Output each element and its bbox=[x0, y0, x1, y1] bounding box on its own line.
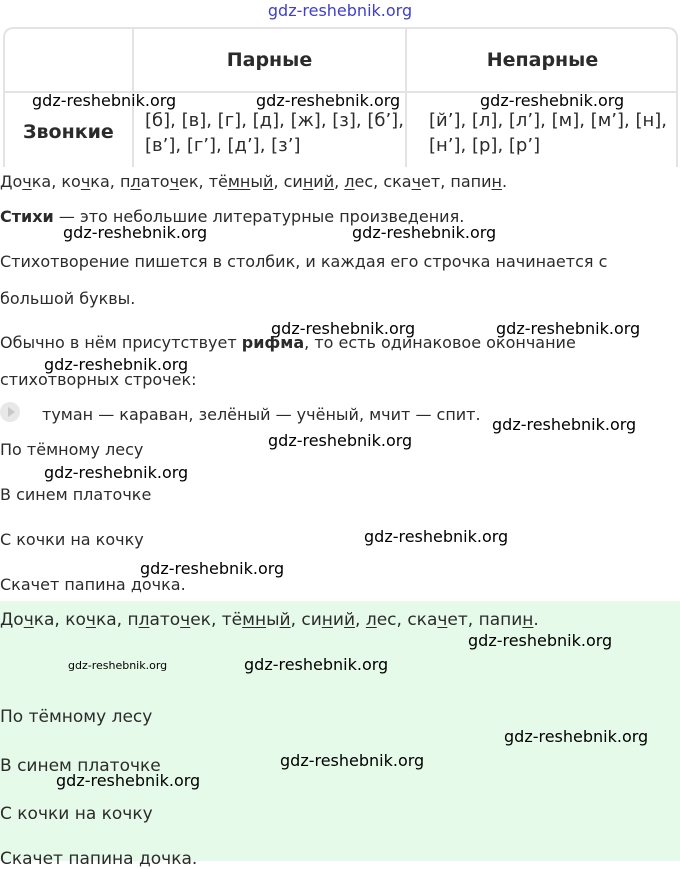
watermark-text: gdz-reshebnik.org bbox=[63, 223, 208, 242]
rhyme-examples: туман — караван, зелёный — учёный, мчит — спит. bbox=[42, 405, 481, 424]
watermark-text: gdz-reshebnik.org bbox=[496, 319, 641, 338]
watermark-text: gdz-reshebnik.org bbox=[56, 771, 201, 790]
column-rule-line1: Стихотворение пишется в столбик, и каждая его строчка начинается с bbox=[0, 252, 608, 271]
unpaired-sounds-line1: [й’], [л], [л’], [м], [м’], [н], bbox=[429, 110, 668, 131]
play-icon[interactable] bbox=[0, 402, 20, 422]
watermark-text: gdz-reshebnik.org bbox=[44, 355, 189, 374]
answer-poem-line: Скачет папина дочка. bbox=[0, 849, 198, 869]
rhyme-before: Обычно в нём присутствует bbox=[0, 333, 242, 352]
watermark-text: gdz-reshebnik.org bbox=[504, 727, 649, 746]
rhyme-term: рифма bbox=[241, 333, 305, 352]
column-rule-line2: большой буквы. bbox=[0, 289, 136, 308]
watermark-text: gdz-reshebnik.org bbox=[32, 91, 177, 110]
row-header-voiced: Звонкие bbox=[23, 121, 114, 143]
words-line: Дочка, кочка, платочек, тёмный, синий, лес, скачет, папин. bbox=[0, 172, 508, 191]
watermark-text: gdz-reshebnik.org bbox=[268, 431, 413, 450]
watermark-text: gdz-reshebnik.org bbox=[256, 91, 401, 110]
watermark-text: gdz-reshebnik.org bbox=[364, 527, 509, 546]
column-header-paired: Парные bbox=[226, 49, 313, 71]
rhyme-after: , то есть одинаковое окончание bbox=[304, 333, 576, 352]
watermark-text: gdz-reshebnik.org bbox=[280, 751, 425, 770]
watermark-text: gdz-reshebnik.org bbox=[68, 659, 168, 672]
watermark-text: gdz-reshebnik.org bbox=[352, 223, 497, 242]
watermark-text: gdz-reshebnik.org bbox=[44, 463, 189, 482]
answer-words-line: Дочка, кочка, платочек, тёмный, синий, лес, скачет, папин. bbox=[0, 610, 539, 630]
poems-def: — это небольшие литературные произведения. bbox=[53, 207, 465, 226]
poem-line: Скачет папина дочка. bbox=[0, 575, 186, 594]
poem-line: По тёмному лесу bbox=[0, 440, 144, 459]
answer-poem-line: По тёмному лесу bbox=[0, 707, 153, 727]
poem-line: С кочки на кочку bbox=[0, 530, 144, 549]
poems-term: Стихи bbox=[0, 207, 54, 226]
answer-poem-line: С кочки на кочку bbox=[0, 804, 153, 824]
watermark-text: gdz-reshebnik.org bbox=[140, 559, 285, 578]
watermark-text: gdz-reshebnik.org bbox=[468, 631, 613, 650]
rhyme-line1 bbox=[0, 333, 576, 352]
unpaired-sounds-line2: [н’], [р], [р’] bbox=[429, 135, 541, 156]
paired-sounds-line2: [в’], [г’], [д’], [з’] bbox=[145, 135, 301, 156]
answer-poem-line: В синем платочке bbox=[0, 756, 161, 776]
paired-sounds-line1: [б], [в], [г], [д], [ж], [з], [б’], bbox=[145, 110, 404, 131]
top-watermark: gdz-reshebnik.org bbox=[267, 1, 413, 20]
poem-line: В синем платочке bbox=[0, 485, 152, 504]
watermark-text: gdz-reshebnik.org bbox=[492, 415, 637, 434]
rhyme-line2: стихотворных строчек: bbox=[0, 370, 197, 389]
watermark-text: gdz-reshebnik.org bbox=[271, 319, 416, 338]
column-header-unpaired: Непарные bbox=[486, 49, 599, 71]
watermark-text: gdz-reshebnik.org bbox=[480, 91, 625, 110]
watermark-text: gdz-reshebnik.org bbox=[244, 655, 389, 674]
